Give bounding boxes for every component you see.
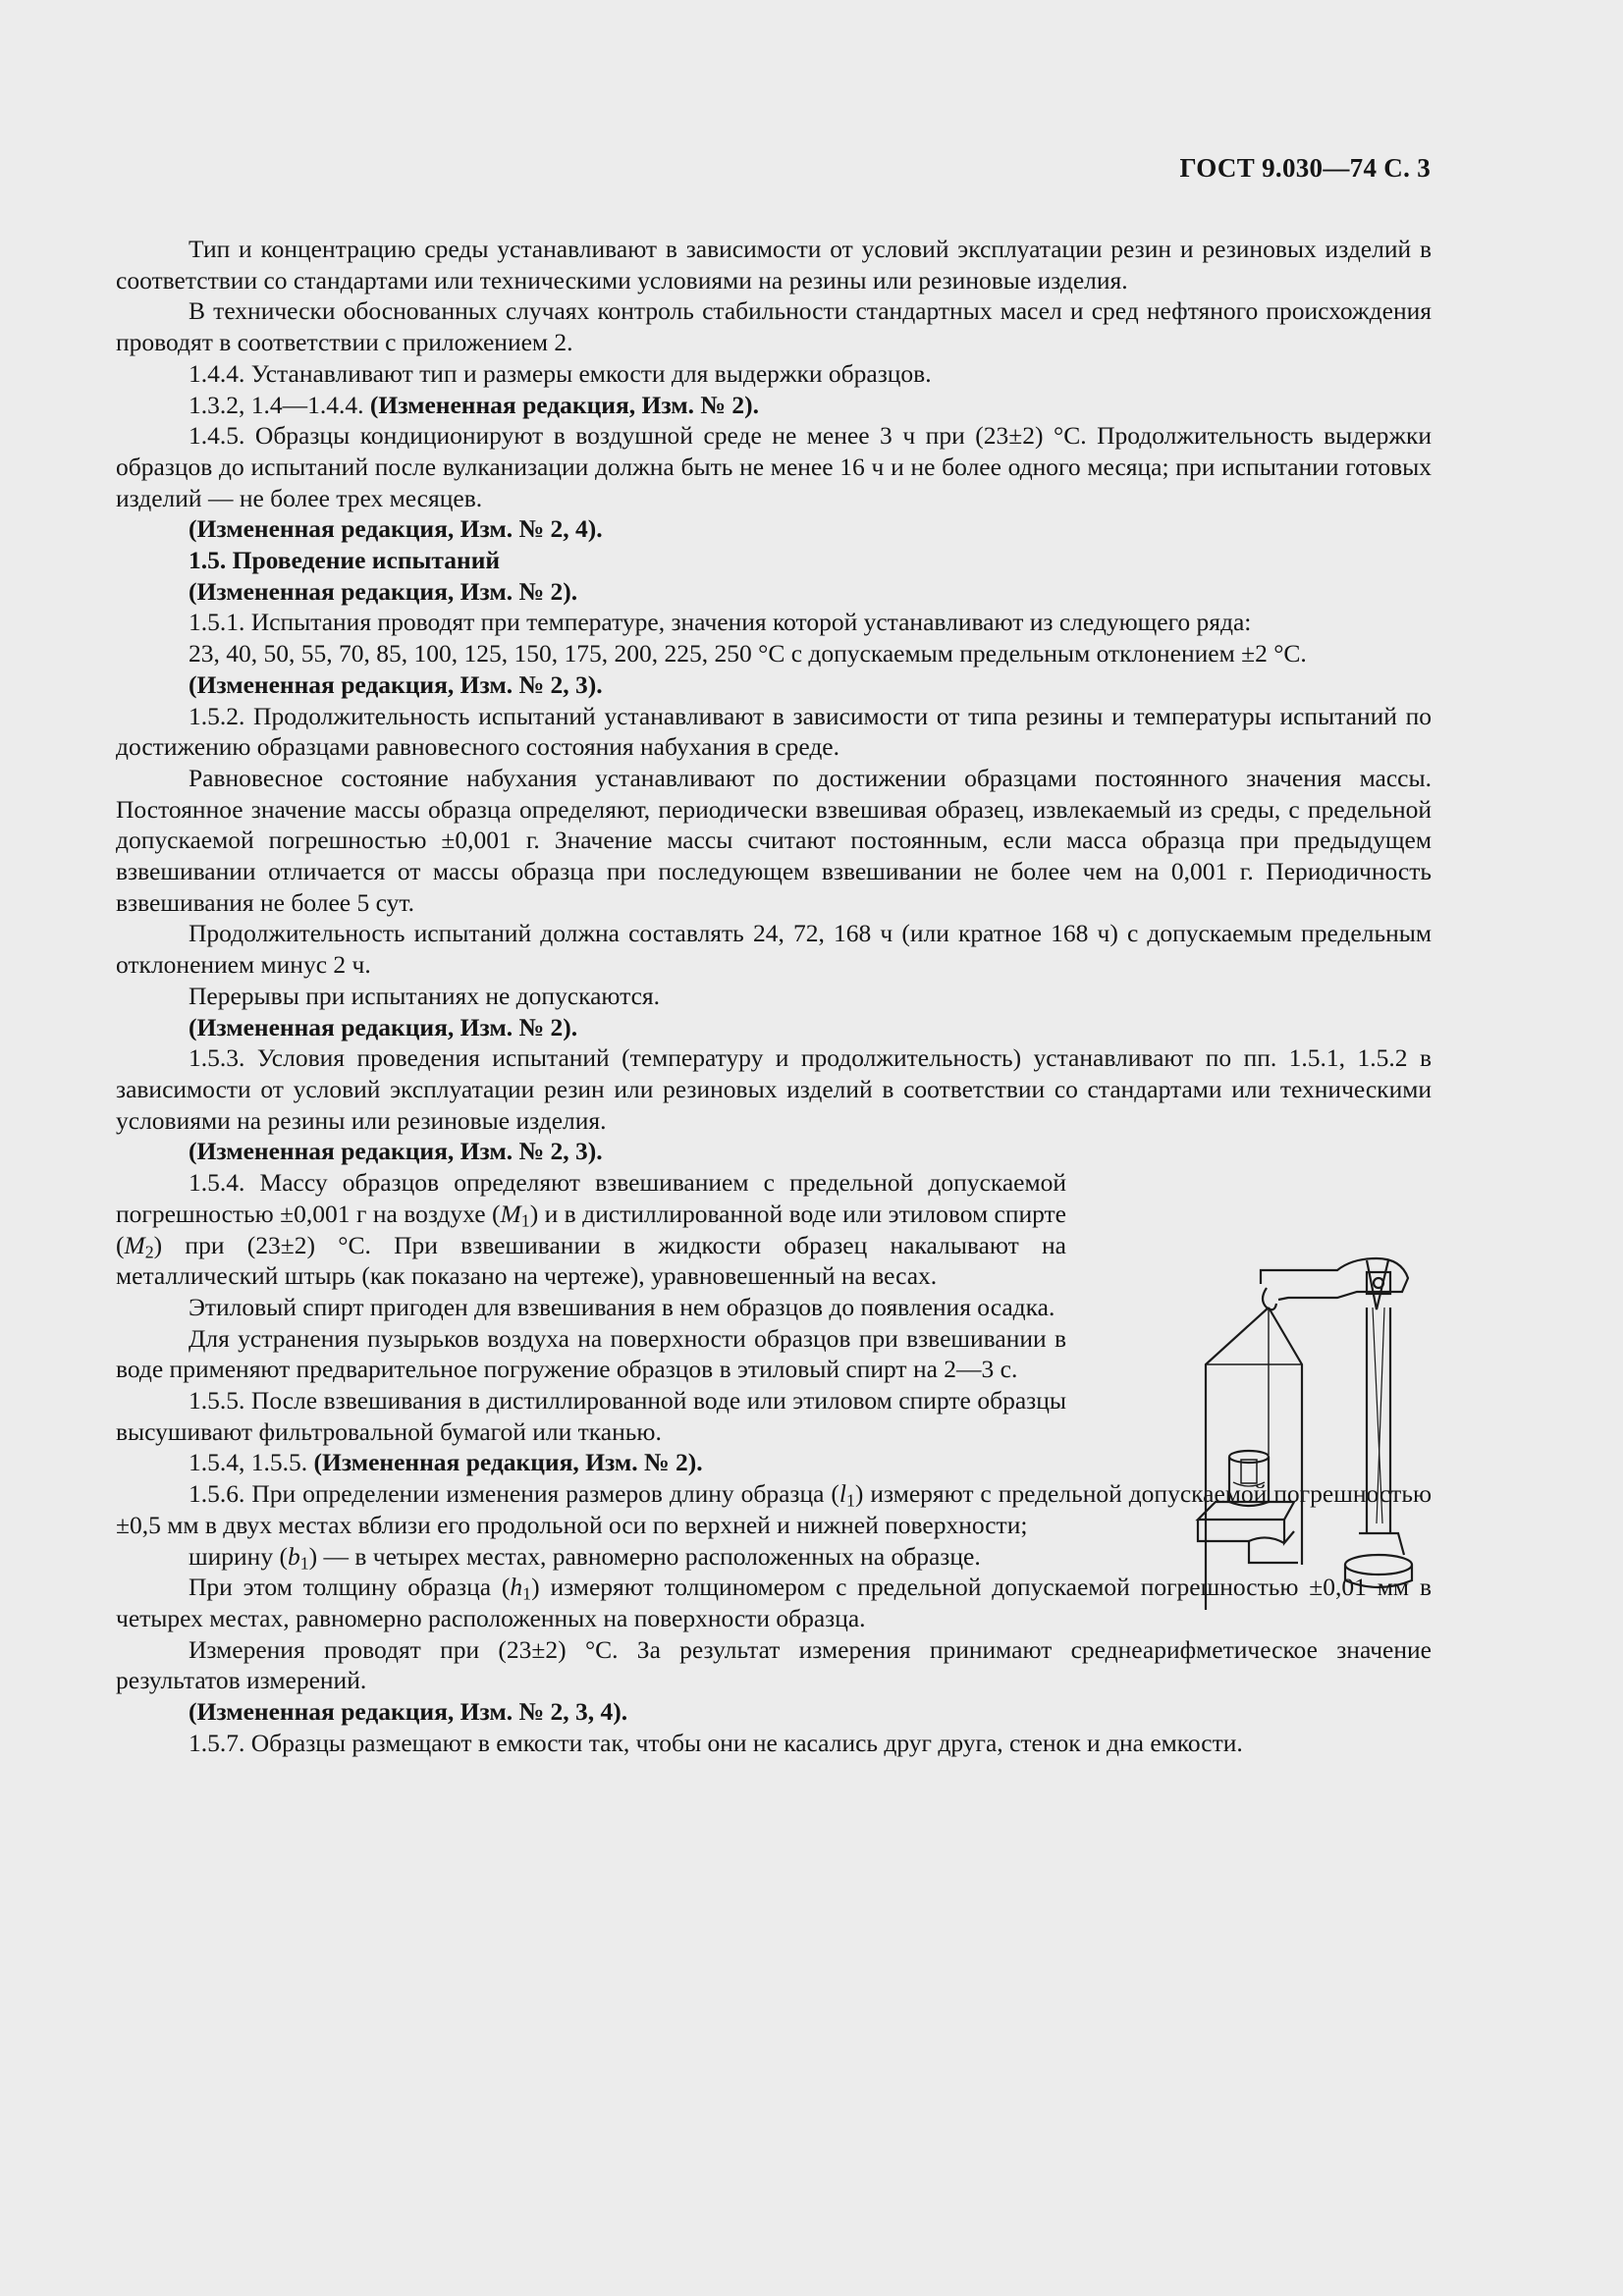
paragraph: Этиловый спирт пригоден для взвешивания в нем образцов до появления осадка. [189,1292,1055,1321]
paragraph: 1.5.5. После взвешивания в дистиллированной воде или этиловом спирте образцы высушивают фильтровальной бумагой или тканью. [116,1386,1066,1446]
paragraph: 1.4.4. Устанавливают тип и размеры емкости для выдержки образцов. [189,358,932,388]
paragraph: Продолжительность испытаний должна составлять 24, 72, 168 ч (или кратное 168 ч) с допускаемым предельным отклонением минус 2 ч. [116,919,1432,980]
paragraph: 1.5.4. Массу образцов определяют взвешиванием с предельной допускаемой погрешностью ±0,001 г на воздухе $(M_1)$ и в дистиллированной воде или этиловом спирте $(M_2)$ при (23±2) °С. При взвешивании в жидкости образец накалывают на металлический штырь (как показано на чертеже), уравновешенный на весах. [116,1168,1067,1291]
paragraph: 1.5.6. При определении изменения размеров длину образца $(l_1)$ измеряют с предельной допускаемой погрешностью ±0,5 мм в двух местах вблизи его продольной оси по верхней и нижней поверхности; [116,1479,1433,1539]
clause-ref: 1.5.4, 1.5.5. [189,1448,308,1477]
balance-figure [1190,1249,1435,1646]
paragraph: ширину $(b_1)$ — в четырех местах, равномерно расположенных на образце. [189,1541,981,1573]
paragraph: Измерения проводят при (23±2) °С. За результат измерения принимают среднеарифметическое значение результатов измерений. [116,1634,1432,1695]
paragraph: 1.5.2. Продолжительность испытаний устанавливают в зависимости от типа резины и температуры испытаний по достижению образцами равновесного состояния набухания в среде. [116,701,1432,762]
paragraph [116,390,1432,421]
page-header: ГОСТ 9.030—74 С. 3 [1179,153,1431,183]
balance-drawing [1190,1249,1435,1646]
paragraph: 1.4.5. Образцы кондиционируют в воздушной среде не менее 3 ч при (23±2) °С. Продолжительность выдержки образцов до испытаний после вулканизации должна быть не менее 16 ч и не более одного месяца; при испытании готовых изделий — не более трех месяцев. [116,421,1432,512]
paragraph: При этом толщину образца $(h_1)$ измеряют толщиномером с предельной допускаемой погрешностью ±0,01 мм в четырех местах, равномерно расположенных на поверхности образца. [116,1573,1432,1632]
clause-ref: 1.3.2, 1.4—1.4.4. [189,390,364,419]
section-heading: 1.5. Проведение испытаний [189,546,501,575]
amendment-note: (Измененная редакция, Изм. № 2). [369,390,759,419]
paragraph: В технически обоснованных случаях контроль стабильности стандартных масел и сред нефтяного происхождения проводят в соответствии с приложением 2. [116,296,1432,357]
paragraph: 1.5.1. Испытания проводят при температуре, значения которой устанавливают из следующего ряда: [189,608,1252,637]
paragraph: Равновесное состояние набухания устанавливают по достижении образцами постоянного значения массы. Постоянное значение массы образца определяют, периодически взвешивая образец, извлекаемый из среды, с предельной допускаемой погрешностью ±0,001 г. Значение массы считают постоянным, если масса образца при предыдущем взвешивании отличается от массы образца при последующем взвешивании не более чем на 0,001 г. Периодичность взвешивания не более 5 сут. [116,763,1432,917]
paragraph: 1.5.3. Условия проведения испытаний (температуру и продолжительность) устанавливают по пп. 1.5.1, 1.5.2 в зависимости от условий эксплуатации резин или резиновых изделий в соответствии со стандартами или техническими условиями на резины или резиновые изделия. [116,1043,1432,1135]
amendment-note: (Измененная редакция, Изм. № 2, 3). [189,669,603,699]
amendment-note: (Измененная редакция, Изм. № 2, 4). [189,514,603,544]
paragraph: Перерывы при испытаниях не допускаются. [189,981,661,1010]
paragraph: 23, 40, 50, 55, 70, 85, 100, 125, 150, 175, 200, 225, 250 °С с допускаемым предельным отклонением ±2 °С. [189,639,1307,668]
paragraph: Для устранения пузырьков воздуха на поверхности образцов при взвешивании в воде применяют предварительное погружение образцов в этиловый спирт на 2—3 с. [116,1323,1066,1384]
amendment-note: (Измененная редакция, Изм. № 2). [189,1012,578,1041]
amendment-note: (Измененная редакция, Изм. № 2, 3, 4). [189,1697,628,1727]
amendment-note: (Измененная редакция, Изм. № 2). [313,1448,703,1477]
amendment-note: (Измененная редакция, Изм. № 2, 3). [189,1137,603,1166]
amendment-note: (Измененная редакция, Изм. № 2). [189,576,578,606]
paragraph: Тип и концентрацию среды устанавливают в зависимости от условий эксплуатации резин и резиновых изделий в соответствии со стандартами или техническими условиями на резины или резиновые изделия. [116,235,1432,294]
paragraph: 1.5.7. Образцы размещают в емкости так, чтобы они не касались друг друга, стенок и дна емкости. [189,1728,1243,1757]
